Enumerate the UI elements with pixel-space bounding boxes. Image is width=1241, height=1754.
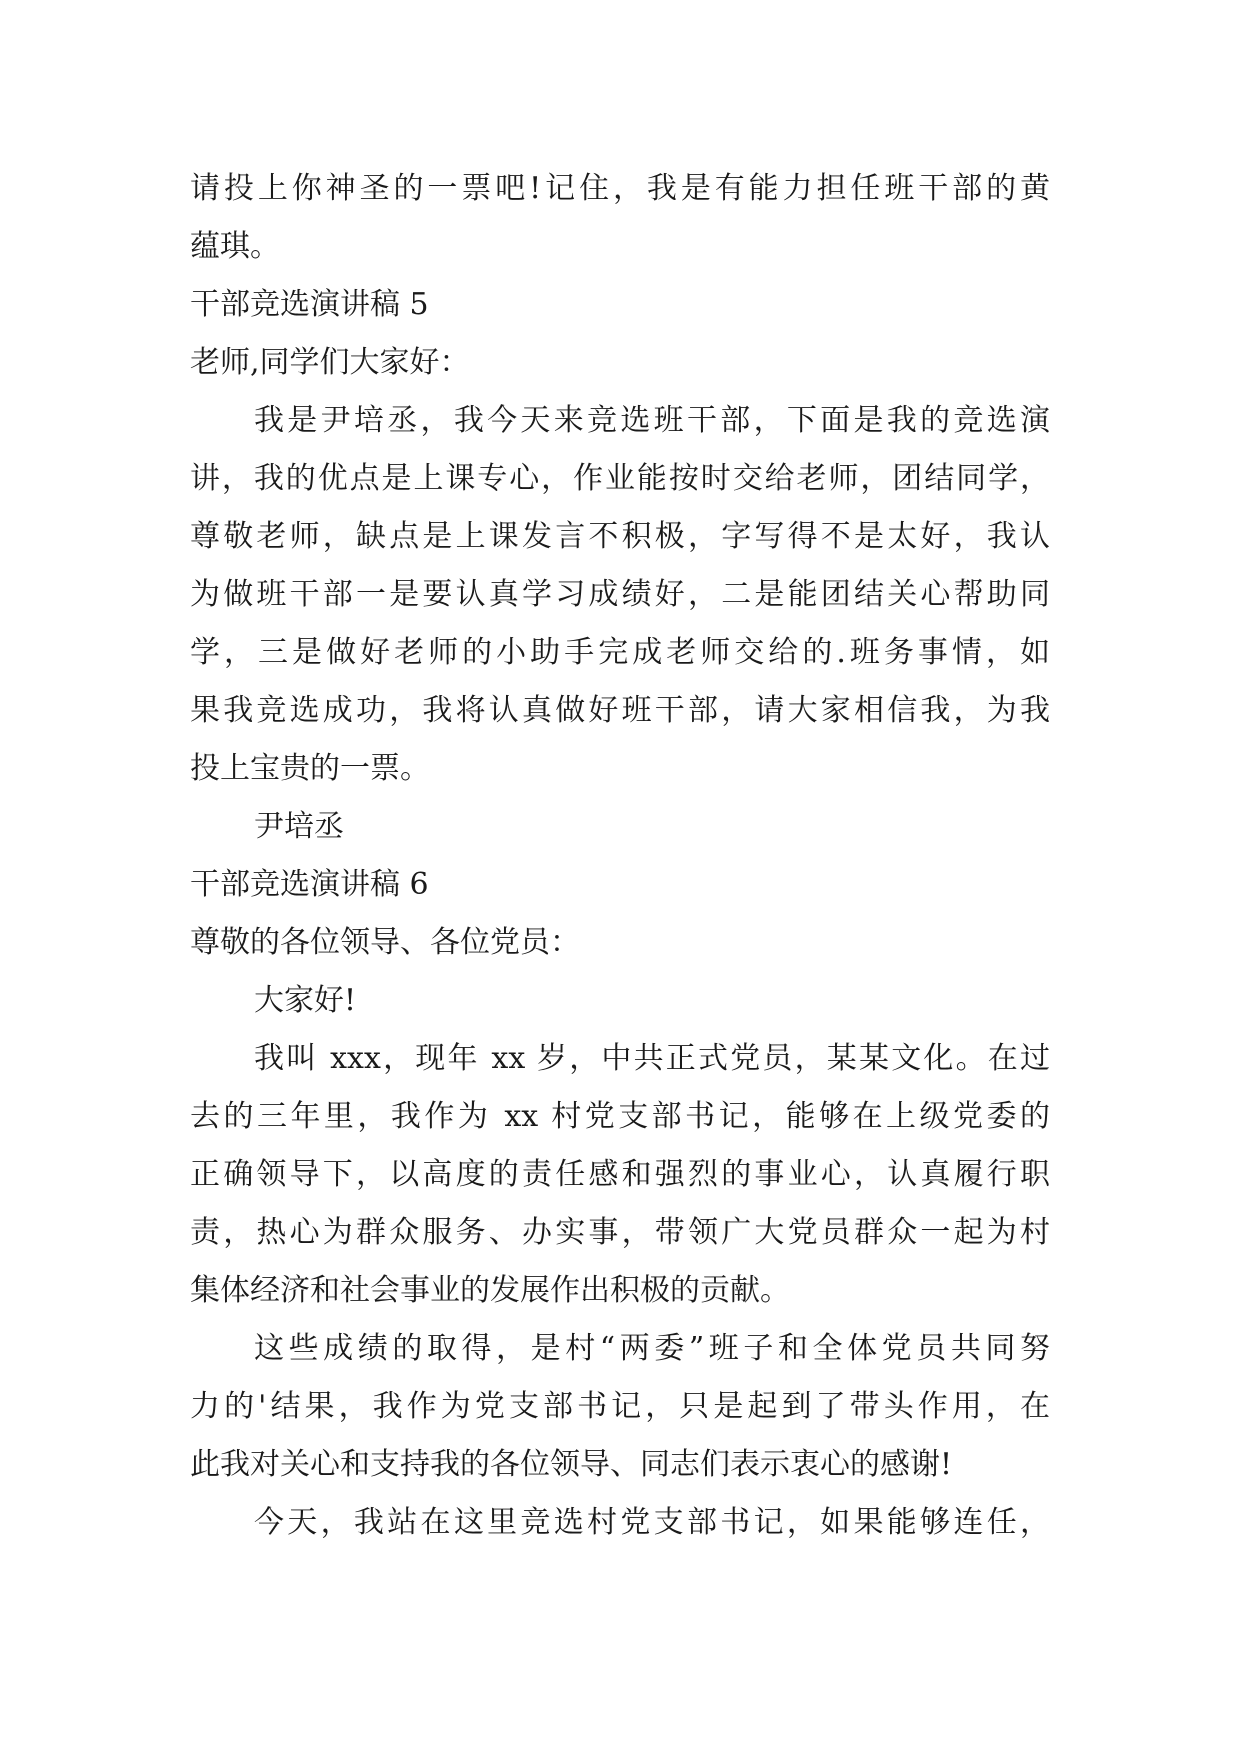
text-line: 力的'结果，我作为党支部书记，只是起到了带头作用，在: [190, 1389, 1050, 1424]
text-line: 尊敬老师，缺点是上课发言不积极，字写得不是太好，我认: [190, 519, 1050, 554]
text-line: 正确领导下，以高度的责任感和强烈的事业心，认真履行职: [190, 1157, 1050, 1192]
signature-line: 尹培丞: [254, 809, 344, 844]
text-line: 我叫 xxx，现年 xx 岁，中共正式党员，某某文化。在过: [254, 1041, 1050, 1076]
text-line: 蕴琪。: [190, 229, 280, 264]
text-line: 请投上你神圣的一票吧!记住，我是有能力担任班干部的黄: [190, 171, 1050, 206]
salutation: 老师,同学们大家好：: [190, 345, 470, 380]
text-line: 此我对关心和支持我的各位领导、同志们表示衷心的感谢!: [190, 1447, 953, 1482]
text-line: 去的三年里，我作为 xx 村党支部书记，能够在上级党委的: [190, 1099, 1050, 1134]
text-line: 学，三是做好老师的小助手完成老师交给的.班务事情，如: [190, 635, 1050, 670]
text-line: 集体经济和社会事业的发展作出积极的贡献。: [190, 1273, 790, 1308]
document-page: [190, 160, 1050, 1552]
text-line: 我是尹培丞，我今天来竞选班干部，下面是我的竞选演: [254, 403, 1050, 438]
text-line: 为做班干部一是要认真学习成绩好，二是能团结关心帮助同: [190, 577, 1050, 612]
salutation: 尊敬的各位领导、各位党员：: [190, 925, 580, 960]
text-line: 这些成绩的取得，是村“两委”班子和全体党员共同努: [254, 1331, 1050, 1366]
text-line: 果我竞选成功，我将认真做好班干部，请大家相信我，为我: [190, 693, 1050, 728]
text-line: 投上宝贵的一票。: [190, 751, 430, 786]
greeting-line: 大家好!: [254, 983, 357, 1018]
section-heading: 干部竞选演讲稿 5: [190, 287, 429, 322]
text-line: 今天，我站在这里竞选村党支部书记，如果能够连任，: [254, 1505, 1050, 1540]
text-line: 讲，我的优点是上课专心，作业能按时交给老师，团结同学，: [190, 461, 1050, 496]
text-line: 责，热心为群众服务、办实事，带领广大党员群众一起为村: [190, 1215, 1050, 1250]
section-heading: 干部竞选演讲稿 6: [190, 867, 429, 902]
